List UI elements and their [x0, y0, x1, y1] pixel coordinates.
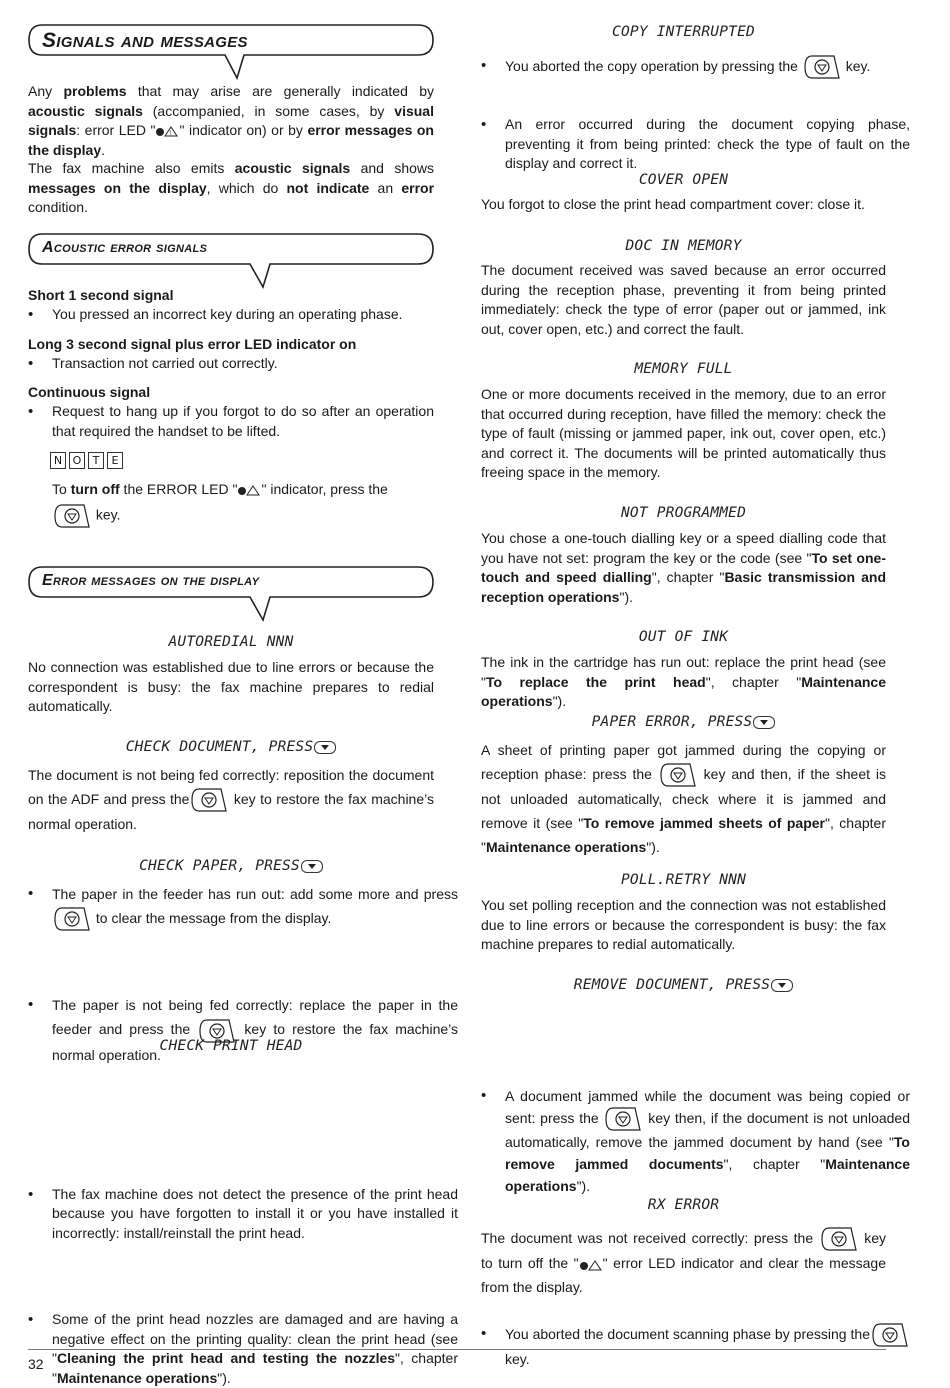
stop-key-icon [660, 763, 696, 787]
error-led-icon [237, 484, 261, 496]
cover-open-text: You forgot to close the print head compartment cover: close it. [481, 196, 865, 212]
subheading: Long 3 second signal plus error LED indicator on [28, 336, 357, 352]
section-title: Error messages on the display [42, 572, 260, 589]
copy-interrupted-bullet-1: • You aborted the copy operation by pressing the key. [481, 54, 910, 79]
subheading: Continuous signal [28, 384, 151, 400]
error-led-icon [155, 125, 179, 137]
note-label [50, 452, 123, 469]
message-remove-document: REMOVE DOCUMENT, PRESS [481, 977, 886, 993]
acoustic-long [28, 335, 434, 374]
section-heading-acoustic [28, 233, 434, 291]
autoredial-text: No connection was established due to line errors or because the correspondent is busy: the fax machine prepares to redial automatically. [28, 659, 434, 714]
subheading: Short 1 second signal [28, 287, 174, 303]
svg-text:!: ! [169, 131, 172, 138]
note-letter: O [69, 452, 85, 469]
message-doc-in-memory: DOC IN MEMORY [625, 238, 742, 254]
message-rx-error: RX ERROR [647, 1197, 720, 1213]
acoustic-continuous [28, 383, 434, 441]
page-title: Signals and messages [42, 29, 248, 52]
message-check-print-head: CHECK PRINT HEAD [159, 1038, 303, 1054]
intro-paragraph-2: The fax machine also emits acoustic signals and shows messages on the display, which do not indicate an error condition. [28, 160, 435, 215]
message-check-paper: CHECK PAPER, PRESS [28, 858, 434, 874]
note-letter: N [50, 452, 66, 469]
bullet-item: • Transaction not carried out correctly. [28, 354, 434, 374]
stop-key-icon [804, 55, 840, 79]
doc-in-memory-text: The document received was saved because an error occurred during the reception phase, preventing it from being printed immediately: check the type of error (paper out or jammed, ink out, cover open, etc.) and correct the fault. [481, 262, 886, 337]
check-head-bullet-1: • The fax machine does not detect the presence of the print head because you have forgotten to install it or you have installed it incorrectly: install/reinstall the print head. [28, 1185, 458, 1244]
message-out-of-ink: OUT OF INK [638, 629, 729, 645]
message-autoredial: AUTOREDIAL NNN [168, 634, 294, 650]
message-check-document: CHECK DOCUMENT, PRESS [28, 739, 434, 755]
stop-key-icon [605, 1107, 641, 1131]
acoustic-short [28, 286, 434, 325]
footer-divider [28, 1349, 886, 1350]
stop-key-icon [54, 907, 90, 931]
section-heading-signals [28, 24, 434, 82]
section-heading-errors [28, 566, 434, 624]
remove-document-bullet-1: • A document jammed while the document was being copied or sent: press the key then, if the document is not unloaded automatically, remove the jammed document by hand (see "To remove jammed documents", chapter "Maintenance operations"). [481, 1085, 910, 1197]
message-poll-retry: POLL.RETRY NNN [620, 872, 747, 888]
rx-error-text: The document was not received correctly: press the key to turn off the " " error LED indicator and clear the message from the display. [481, 1226, 886, 1299]
copy-interrupted-bullet-2: • An error occurred during the document copying phase, preventing it from being printed: check the type of fault on the display and correct it. [481, 115, 910, 174]
note-letter: T [88, 452, 104, 469]
check-paper-bullet-2: • The paper is not being fed correctly: replace the paper in the feeder and press the key to restore the fax machine’s normal operation. [28, 993, 458, 1066]
message-memory-full: MEMORY FULL [634, 361, 733, 377]
bullet-item: • You pressed an incorrect key during an operating phase. [28, 305, 434, 325]
not-programmed-text: You chose a one-touch dialling key or a speed dialling code that you have not set: program the key or the code (see "To set one-touch and speed dialling", chapter "Basic transmission and reception operations"). [481, 530, 886, 605]
stop-key-icon [872, 1323, 908, 1347]
down-key-icon [753, 716, 775, 729]
note-text: To turn off the ERROR LED " " indicator, press the key. [52, 478, 434, 528]
right-column [481, 0, 911, 1368]
down-key-icon [771, 979, 793, 992]
stop-key-icon [54, 504, 90, 528]
stop-key-icon [821, 1227, 857, 1251]
check-paper-bullet-1: • The paper in the feeder has run out: add some more and press to clear the message from the display. [28, 882, 458, 931]
out-of-ink-text: The ink in the cartridge has run out: replace the print head (see "To replace the print head", chapter "Maintenance operations"). [481, 654, 887, 709]
section-title: Acoustic error signals [42, 239, 208, 256]
stop-key-icon [191, 788, 227, 812]
bullet-item: • Request to hang up if you forgot to do so after an operation that required the handset to be lifted. [28, 402, 434, 441]
memory-full-text: One or more documents received in the memory, due to an error that occurred during reception, have filled the memory: check the type of fault (missing or jammed paper, ink out, cover open, etc.) and correct it. The documents will be printed automatically thus freeing space in the memory. [481, 386, 886, 480]
check-document-text: The document is not being fed correctly: reposition the document on the ADF and press the key to restore the fax machine’s normal operation. [28, 767, 434, 833]
down-key-icon [301, 860, 323, 873]
remove-document-bullet-2: • You aborted the document scanning phase by pressing the key. [481, 1322, 910, 1371]
paper-error-text: A sheet of printing paper got jammed during the copying or reception phase: press the key and then, if the sheet is not unloaded automatically, check where it is jammed and remove it (see "To remove jammed sheets of paper", chapter "Maintenance operations"). [481, 742, 886, 856]
message-cover-open: COVER OPEN [638, 172, 729, 188]
error-led-icon [579, 1259, 603, 1271]
poll-retry-text: You set polling reception and the connection was not established due to line errors or because the correspondent is busy: the fax machine prepares to redial automatically. [481, 897, 886, 952]
intro-paragraph-1: Any problems that may arise are generally indicated by acoustic signals (accompanied, in some cases, by visual signals: error LED " ! " indicator on) or by error messages on the display. [28, 83, 435, 158]
message-not-programmed: NOT PROGRAMMED [620, 505, 747, 521]
down-key-icon [314, 741, 336, 754]
check-head-bullet-2: • Some of the print head nozzles are damaged and are having a negative effect on the printing quality: clean the print head (see "Cleaning the print head and testing the nozzles", chapter "Maintenance operations"). [28, 1310, 458, 1388]
note-letter: E [107, 452, 123, 469]
page-number: 32 [28, 1356, 44, 1372]
message-paper-error: PAPER ERROR, PRESS [481, 714, 886, 730]
message-copy-interrupted: COPY INTERRUPTED [612, 24, 755, 40]
